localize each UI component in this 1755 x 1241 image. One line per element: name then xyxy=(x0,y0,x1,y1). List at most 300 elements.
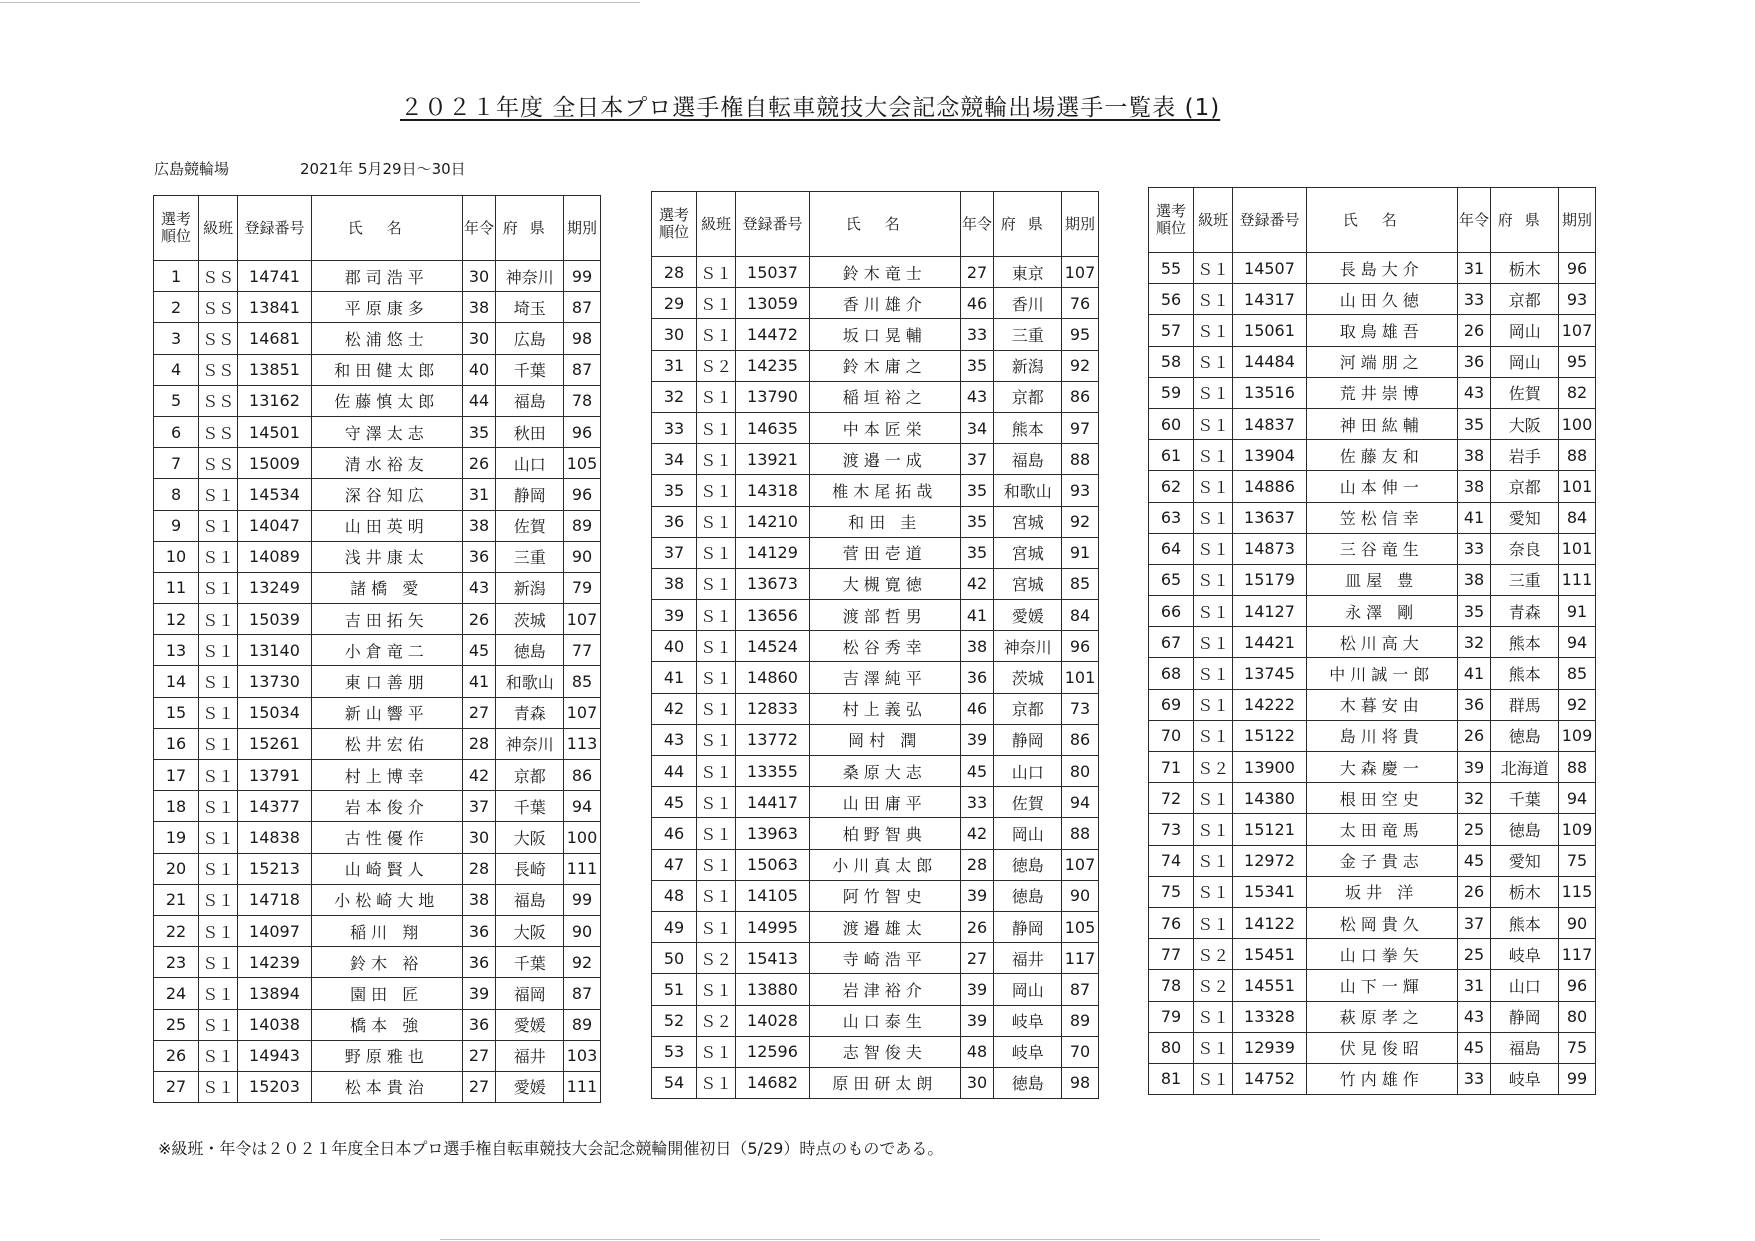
roster-table-1 xyxy=(153,195,601,1103)
cell-class: Ｓ１ xyxy=(697,662,736,693)
cell-name: 志智俊夫 xyxy=(809,1036,960,1067)
cell-reg: 13791 xyxy=(238,760,312,791)
cell-reg: 14127 xyxy=(1233,596,1307,627)
table-row xyxy=(154,261,601,292)
cell-class: Ｓ１ xyxy=(199,822,238,853)
scan-edge-top xyxy=(0,2,640,3)
cell-name: 鈴木竜士 xyxy=(809,257,960,288)
cell-rank: 2 xyxy=(154,292,199,323)
cell-pref: 三重 xyxy=(994,319,1062,350)
cell-rank: 59 xyxy=(1149,377,1194,408)
cell-age: 30 xyxy=(462,323,496,354)
cell-reg: 13328 xyxy=(1233,1001,1307,1032)
cell-rank: 43 xyxy=(652,724,697,755)
cell-pref: 奈良 xyxy=(1491,533,1559,564)
cell-rank: 16 xyxy=(154,728,199,759)
cell-rank: 48 xyxy=(652,880,697,911)
cell-rank: 38 xyxy=(652,568,697,599)
cell-term: 88 xyxy=(1559,752,1596,783)
cell-reg: 14047 xyxy=(238,510,312,541)
cell-term: 91 xyxy=(1559,596,1596,627)
cell-pref: 大阪 xyxy=(496,915,564,946)
cell-name: 松本貴治 xyxy=(311,1071,462,1102)
cell-name: 浅井康太 xyxy=(311,541,462,572)
cell-name: 稲垣裕之 xyxy=(809,381,960,412)
cell-rank: 15 xyxy=(154,697,199,728)
cell-name: 橋本 強 xyxy=(311,1009,462,1040)
cell-term: 86 xyxy=(1062,724,1099,755)
table-row xyxy=(652,381,1099,412)
cell-reg: 13730 xyxy=(238,666,312,697)
cell-age: 45 xyxy=(960,756,994,787)
cell-age: 43 xyxy=(960,381,994,412)
cell-reg: 14105 xyxy=(736,880,810,911)
cell-pref: 新潟 xyxy=(496,572,564,603)
cell-term: 75 xyxy=(1559,1032,1596,1063)
table-row xyxy=(652,849,1099,880)
cell-term: 111 xyxy=(564,1071,601,1102)
cell-age: 41 xyxy=(1457,658,1491,689)
cell-term: 77 xyxy=(564,635,601,666)
cell-age: 36 xyxy=(960,662,994,693)
cell-age: 42 xyxy=(960,818,994,849)
cell-age: 31 xyxy=(1457,970,1491,1001)
cell-age: 36 xyxy=(1457,689,1491,720)
cell-class: Ｓ１ xyxy=(697,756,736,787)
cell-term: 100 xyxy=(564,822,601,853)
cell-rank: 50 xyxy=(652,943,697,974)
cell-name: 小倉竜二 xyxy=(311,635,462,666)
cell-name: 香川雄介 xyxy=(809,288,960,319)
cell-class: Ｓ１ xyxy=(1194,346,1233,377)
cell-reg: 12939 xyxy=(1233,1032,1307,1063)
cell-pref: 福岡 xyxy=(496,978,564,1009)
table-row xyxy=(1149,408,1596,439)
cell-class: Ｓ１ xyxy=(199,760,238,791)
cell-age: 42 xyxy=(462,760,496,791)
cell-name: 竹内雄作 xyxy=(1306,1063,1457,1094)
cell-term: 92 xyxy=(564,947,601,978)
cell-rank: 57 xyxy=(1149,315,1194,346)
cell-term: 96 xyxy=(1062,631,1099,662)
header-age: 年令 xyxy=(1457,188,1491,253)
cell-class: Ｓ１ xyxy=(199,853,238,884)
cell-pref: 熊本 xyxy=(1491,658,1559,689)
cell-rank: 12 xyxy=(154,604,199,635)
cell-pref: 佐賀 xyxy=(994,787,1062,818)
cell-pref: 京都 xyxy=(496,760,564,791)
cell-name: 松川高大 xyxy=(1306,627,1457,658)
cell-class: Ｓ１ xyxy=(697,444,736,475)
cell-term: 96 xyxy=(1559,253,1596,284)
table-row xyxy=(154,822,601,853)
cell-class: Ｓ１ xyxy=(697,506,736,537)
table-row xyxy=(154,510,601,541)
cell-term: 96 xyxy=(1559,970,1596,1001)
cell-name: 笠松信幸 xyxy=(1306,502,1457,533)
cell-class: Ｓ２ xyxy=(697,350,736,381)
cell-pref: 神奈川 xyxy=(496,261,564,292)
cell-class: Ｓ１ xyxy=(199,697,238,728)
cell-reg: 13637 xyxy=(1233,502,1307,533)
cell-pref: 熊本 xyxy=(1491,907,1559,938)
cell-term: 96 xyxy=(564,479,601,510)
cell-name: 萩原孝之 xyxy=(1306,1001,1457,1032)
cell-reg: 14421 xyxy=(1233,627,1307,658)
cell-class: Ｓ１ xyxy=(1194,408,1233,439)
cell-name: 山口拳矢 xyxy=(1306,939,1457,970)
venue-label: 広島競輪場 xyxy=(154,160,230,178)
cell-term: 70 xyxy=(1062,1036,1099,1067)
cell-pref: 秋田 xyxy=(496,416,564,447)
cell-pref: 千葉 xyxy=(496,791,564,822)
cell-reg: 15122 xyxy=(1233,720,1307,751)
cell-class: Ｓ１ xyxy=(1194,502,1233,533)
cell-name: 柏野智典 xyxy=(809,818,960,849)
cell-rank: 49 xyxy=(652,911,697,942)
cell-pref: 千葉 xyxy=(1491,783,1559,814)
cell-rank: 18 xyxy=(154,791,199,822)
cell-age: 36 xyxy=(462,947,496,978)
cell-reg: 13673 xyxy=(736,568,810,599)
cell-rank: 19 xyxy=(154,822,199,853)
cell-class: Ｓ１ xyxy=(697,724,736,755)
cell-term: 87 xyxy=(1062,974,1099,1005)
cell-class: Ｓ１ xyxy=(1194,377,1233,408)
cell-term: 109 xyxy=(1559,720,1596,751)
cell-rank: 41 xyxy=(652,662,697,693)
cell-term: 88 xyxy=(1062,444,1099,475)
cell-rank: 34 xyxy=(652,444,697,475)
cell-reg: 14377 xyxy=(238,791,312,822)
cell-name: 岩津裕介 xyxy=(809,974,960,1005)
cell-name: 園田 匠 xyxy=(311,978,462,1009)
cell-class: Ｓ１ xyxy=(1194,814,1233,845)
cell-rank: 68 xyxy=(1149,658,1194,689)
cell-rank: 80 xyxy=(1149,1032,1194,1063)
cell-pref: 千葉 xyxy=(496,947,564,978)
table-row xyxy=(154,697,601,728)
cell-pref: 北海道 xyxy=(1491,752,1559,783)
cell-pref: 愛知 xyxy=(1491,845,1559,876)
cell-rank: 63 xyxy=(1149,502,1194,533)
cell-name: 渡部哲男 xyxy=(809,600,960,631)
cell-age: 41 xyxy=(960,600,994,631)
cell-class: Ｓ１ xyxy=(697,693,736,724)
table-row xyxy=(154,760,601,791)
cell-pref: 宮城 xyxy=(994,537,1062,568)
table-row xyxy=(652,880,1099,911)
cell-age: 39 xyxy=(960,724,994,755)
cell-class: Ｓ１ xyxy=(1194,876,1233,907)
cell-age: 30 xyxy=(462,261,496,292)
cell-pref: 愛媛 xyxy=(496,1009,564,1040)
cell-name: 山本伸一 xyxy=(1306,471,1457,502)
cell-pref: 岐阜 xyxy=(994,1005,1062,1036)
cell-age: 39 xyxy=(960,1005,994,1036)
table-row xyxy=(1149,377,1596,408)
table-row xyxy=(1149,502,1596,533)
cell-pref: 山口 xyxy=(496,448,564,479)
table-row xyxy=(652,974,1099,1005)
cell-reg: 14838 xyxy=(238,822,312,853)
cell-term: 94 xyxy=(1559,627,1596,658)
cell-age: 27 xyxy=(462,1071,496,1102)
cell-name: 菅田壱道 xyxy=(809,537,960,568)
cell-age: 35 xyxy=(960,537,994,568)
cell-pref: 静岡 xyxy=(994,911,1062,942)
table-row xyxy=(652,475,1099,506)
table-row xyxy=(652,911,1099,942)
table-row xyxy=(652,568,1099,599)
document-title: ２０２１年度 全日本プロ選手権自転車競技大会記念競輪出場選手一覧表 (1) xyxy=(400,95,1221,121)
cell-age: 27 xyxy=(462,697,496,728)
cell-rank: 6 xyxy=(154,416,199,447)
cell-rank: 54 xyxy=(652,1067,697,1098)
scan-edge-bottom xyxy=(440,1239,1320,1240)
cell-pref: 栃木 xyxy=(1491,876,1559,907)
header-pref: 府県 xyxy=(496,196,564,261)
table-row xyxy=(1149,658,1596,689)
table-row xyxy=(1149,1063,1596,1094)
cell-rank: 55 xyxy=(1149,253,1194,284)
header-reg: 登録番号 xyxy=(736,192,810,257)
cell-term: 99 xyxy=(564,261,601,292)
cell-pref: 熊本 xyxy=(1491,627,1559,658)
cell-rank: 25 xyxy=(154,1009,199,1040)
cell-reg: 13162 xyxy=(238,385,312,416)
cell-term: 87 xyxy=(564,292,601,323)
header-rank: 選考順位 xyxy=(1149,188,1194,253)
cell-pref: 和歌山 xyxy=(994,475,1062,506)
cell-name: 長島大介 xyxy=(1306,253,1457,284)
cell-term: 92 xyxy=(1062,506,1099,537)
table-row xyxy=(1149,315,1596,346)
table-row xyxy=(154,915,601,946)
table-row xyxy=(652,319,1099,350)
cell-name: 坂口晃輔 xyxy=(809,319,960,350)
header-pref: 府県 xyxy=(1491,188,1559,253)
cell-class: Ｓ１ xyxy=(199,479,238,510)
cell-name: 大槻寛徳 xyxy=(809,568,960,599)
cell-age: 26 xyxy=(462,448,496,479)
cell-age: 30 xyxy=(462,822,496,853)
cell-term: 98 xyxy=(564,323,601,354)
cell-term: 92 xyxy=(1062,350,1099,381)
cell-rank: 71 xyxy=(1149,752,1194,783)
table-row xyxy=(1149,689,1596,720)
table-row xyxy=(1149,907,1596,938)
table-row xyxy=(652,693,1099,724)
cell-pref: 宮城 xyxy=(994,568,1062,599)
table-row xyxy=(652,724,1099,755)
cell-rank: 62 xyxy=(1149,471,1194,502)
cell-age: 35 xyxy=(960,506,994,537)
cell-pref: 千葉 xyxy=(496,354,564,385)
table-row xyxy=(1149,720,1596,751)
table-row xyxy=(652,350,1099,381)
cell-age: 45 xyxy=(462,635,496,666)
table-row xyxy=(652,631,1099,662)
cell-age: 36 xyxy=(462,1009,496,1040)
cell-class: Ｓ１ xyxy=(697,818,736,849)
cell-age: 33 xyxy=(960,787,994,818)
cell-reg: 15121 xyxy=(1233,814,1307,845)
cell-rank: 42 xyxy=(652,693,697,724)
cell-rank: 37 xyxy=(652,537,697,568)
cell-class: Ｓ１ xyxy=(697,319,736,350)
cell-term: 107 xyxy=(1062,849,1099,880)
cell-name: 永澤 剛 xyxy=(1306,596,1457,627)
header-name: 氏名 xyxy=(809,192,960,257)
cell-class: ＳＳ xyxy=(199,385,238,416)
cell-rank: 58 xyxy=(1149,346,1194,377)
cell-term: 93 xyxy=(1559,284,1596,315)
cell-term: 75 xyxy=(1559,845,1596,876)
cell-pref: 神奈川 xyxy=(496,728,564,759)
cell-name: 山下一輝 xyxy=(1306,970,1457,1001)
cell-reg: 13516 xyxy=(1233,377,1307,408)
cell-age: 25 xyxy=(1457,814,1491,845)
cell-pref: 静岡 xyxy=(994,724,1062,755)
table-row xyxy=(1149,752,1596,783)
table-row xyxy=(154,354,601,385)
cell-name: 渡邉雄太 xyxy=(809,911,960,942)
header-name: 氏名 xyxy=(311,196,462,261)
cell-pref: 愛知 xyxy=(1491,502,1559,533)
cell-rank: 26 xyxy=(154,1040,199,1071)
header-term: 期別 xyxy=(1062,192,1099,257)
cell-rank: 72 xyxy=(1149,783,1194,814)
table-row xyxy=(1149,783,1596,814)
cell-class: Ｓ１ xyxy=(697,880,736,911)
table-row xyxy=(652,1005,1099,1036)
cell-name: 中川誠一郎 xyxy=(1306,658,1457,689)
cell-class: Ｓ１ xyxy=(1194,564,1233,595)
cell-class: Ｓ１ xyxy=(697,257,736,288)
cell-pref: 茨城 xyxy=(994,662,1062,693)
table-row xyxy=(154,416,601,447)
table-row xyxy=(652,444,1099,475)
cell-name: 神田紘輔 xyxy=(1306,408,1457,439)
cell-class: Ｓ１ xyxy=(697,1036,736,1067)
cell-age: 45 xyxy=(1457,1032,1491,1063)
cell-reg: 15039 xyxy=(238,604,312,635)
cell-rank: 70 xyxy=(1149,720,1194,751)
cell-rank: 29 xyxy=(652,288,697,319)
cell-reg: 15451 xyxy=(1233,939,1307,970)
cell-class: Ｓ１ xyxy=(199,1009,238,1040)
cell-reg: 15413 xyxy=(736,943,810,974)
cell-rank: 78 xyxy=(1149,970,1194,1001)
cell-term: 107 xyxy=(1062,257,1099,288)
cell-age: 37 xyxy=(1457,907,1491,938)
cell-rank: 65 xyxy=(1149,564,1194,595)
cell-name: 守澤太志 xyxy=(311,416,462,447)
cell-age: 39 xyxy=(960,880,994,911)
cell-age: 41 xyxy=(1457,502,1491,533)
cell-class: Ｓ１ xyxy=(199,635,238,666)
cell-name: 松井宏佑 xyxy=(311,728,462,759)
cell-rank: 17 xyxy=(154,760,199,791)
cell-class: Ｓ１ xyxy=(697,631,736,662)
cell-name: 島川将貴 xyxy=(1306,720,1457,751)
cell-name: 岩本俊介 xyxy=(311,791,462,822)
cell-class: Ｓ１ xyxy=(1194,1001,1233,1032)
cell-pref: 徳島 xyxy=(994,1067,1062,1098)
cell-rank: 76 xyxy=(1149,907,1194,938)
table-row xyxy=(652,818,1099,849)
cell-class: Ｓ１ xyxy=(1194,1063,1233,1094)
cell-reg: 15061 xyxy=(1233,315,1307,346)
cell-reg: 15009 xyxy=(238,448,312,479)
cell-reg: 14222 xyxy=(1233,689,1307,720)
cell-pref: 静岡 xyxy=(1491,1001,1559,1032)
cell-term: 86 xyxy=(1062,381,1099,412)
cell-rank: 21 xyxy=(154,884,199,915)
cell-rank: 8 xyxy=(154,479,199,510)
cell-rank: 23 xyxy=(154,947,199,978)
header-class: 級班 xyxy=(1194,188,1233,253)
table-row xyxy=(154,666,601,697)
cell-class: ＳＳ xyxy=(199,292,238,323)
cell-pref: 京都 xyxy=(1491,471,1559,502)
cell-pref: 東京 xyxy=(994,257,1062,288)
table-row xyxy=(1149,533,1596,564)
cell-term: 95 xyxy=(1559,346,1596,377)
cell-reg: 14886 xyxy=(1233,471,1307,502)
header-reg: 登録番号 xyxy=(238,196,312,261)
cell-name: 金子貴志 xyxy=(1306,845,1457,876)
table-row xyxy=(652,257,1099,288)
cell-name: 村上博幸 xyxy=(311,760,462,791)
table-row xyxy=(154,479,601,510)
cell-rank: 5 xyxy=(154,385,199,416)
table-row xyxy=(1149,253,1596,284)
table-row xyxy=(1149,627,1596,658)
cell-name: 椎木尾拓哉 xyxy=(809,475,960,506)
cell-name: 山田久徳 xyxy=(1306,284,1457,315)
header-term: 期別 xyxy=(564,196,601,261)
event-dates: 2021年 5月29日～30日 xyxy=(300,160,466,178)
cell-name: 東口善朋 xyxy=(311,666,462,697)
table-row xyxy=(154,635,601,666)
cell-term: 90 xyxy=(564,541,601,572)
cell-age: 36 xyxy=(1457,346,1491,377)
cell-name: 新山響平 xyxy=(311,697,462,728)
cell-age: 33 xyxy=(1457,1063,1491,1094)
cell-pref: 神奈川 xyxy=(994,631,1062,662)
cell-pref: 熊本 xyxy=(994,412,1062,443)
cell-reg: 13656 xyxy=(736,600,810,631)
header-rank: 選考順位 xyxy=(154,196,199,261)
cell-reg: 14741 xyxy=(238,261,312,292)
cell-reg: 12972 xyxy=(1233,845,1307,876)
table-row xyxy=(154,541,601,572)
cell-age: 38 xyxy=(1457,564,1491,595)
cell-class: ＳＳ xyxy=(199,416,238,447)
cell-term: 105 xyxy=(1062,911,1099,942)
table-row xyxy=(154,791,601,822)
table-row xyxy=(652,600,1099,631)
cell-rank: 32 xyxy=(652,381,697,412)
cell-term: 76 xyxy=(1062,288,1099,319)
cell-name: 原田研太朗 xyxy=(809,1067,960,1098)
table-row xyxy=(154,947,601,978)
table-row xyxy=(652,537,1099,568)
cell-age: 27 xyxy=(960,257,994,288)
table-row xyxy=(1149,1032,1596,1063)
